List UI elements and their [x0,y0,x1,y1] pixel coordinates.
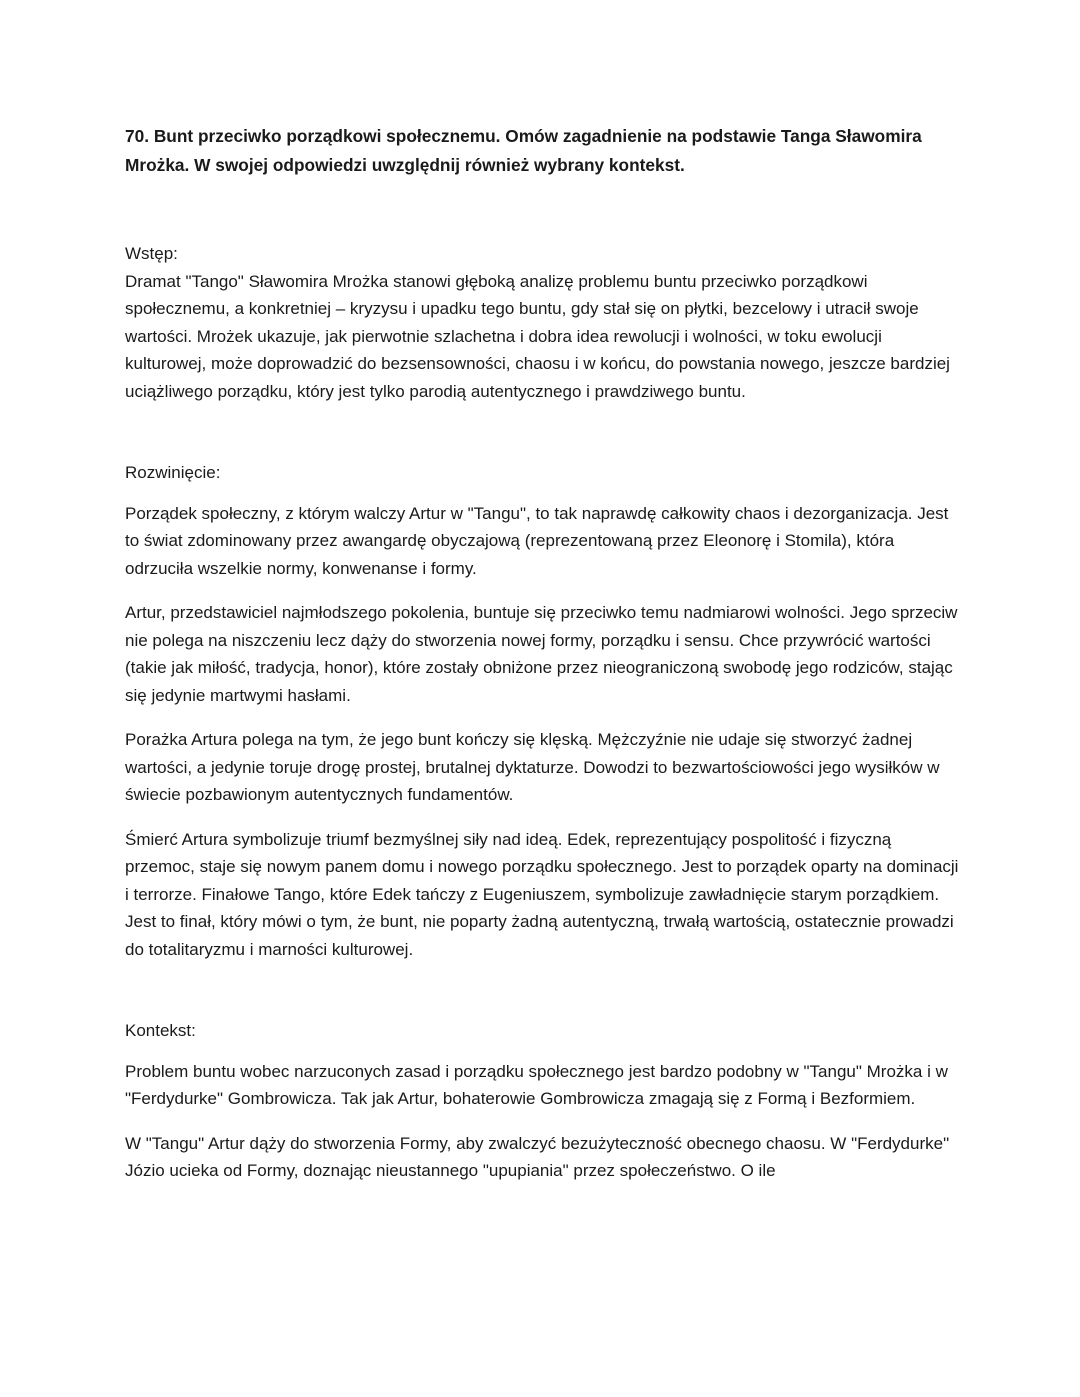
document-body [125,122,965,1185]
development-paragraph-3: Porażka Artura polega na tym, że jego bunt kończy się klęską. Mężczyźnie nie udaje się stworzyć żadnej wartości, a jedynie toruje drogę prostej, brutalnej dyktaturze. Dowodzi to bezwartościowości jego wysiłków w świecie pozbawionym autentycznych fundamentów. [125,730,940,804]
development-paragraph-4: Śmierć Artura symbolizuje triumf bezmyślnej siły nad ideą. Edek, reprezentujący pospolitość i fizyczną przemoc, staje się nowym panem domu i nowego porządku społecznego. Jest to porządek oparty na dominacji i terrorze. Finałowe Tango, które Edek tańczy z Eugeniuszem, symbolizuje zawładnięcie starym porządkiem. Jest to finał, który mówi o tym, że bunt, nie poparty żadną autentyczną, trwałą wartością, ostatecznie prowadzi do totalitaryzmu i marności kulturowej. [125,829,959,959]
context-paragraph-2: W "Tangu" Artur dąży do stworzenia Formy, aby zwalczyć bezużyteczność obecnego chaosu. W "Ferdydurke" Józio ucieka od Formy, doznając nieustannego "upupiania" przez społeczeństwo. O ile [125,1133,950,1180]
development-paragraph-1: Porządek społeczny, z którym walczy Artur w "Tangu", to tak naprawdę całkowity chaos i dezorganizacja. Jest to świat zdominowany przez awangardę obyczajową (reprezentowaną przez Eleonorę i Stomila), która odrzuciła wszelkie normy, konwenanse i formy. [125,503,949,578]
development-paragraph-2: Artur, przedstawiciel najmłodszego pokolenia, buntuje się przeciwko temu nadmiarowi wolności. Jego sprzeciw nie polega na niszczeniu lecz dąży do stworzenia nowej formy, porządku i sensu. Chce przywrócić wartości (takie jak miłość, tradycja, honor), które zostały obniżone przez nieograniczoną swobodę jego rodziców, stając się jedynie martwymi hasłami. [125,603,958,705]
intro-paragraph: Dramat "Tango" Sławomira Mrożka stanowi głęboką analizę problemu buntu przeciwko porządkowi społecznemu, a konkretniej – kryzysu i upadku tego buntu, gdy stał się on płytki, bezcelowy i utracił swoje wartości. Mrożek ukazuje, jak pierwotnie szlachetna i dobra idea rewolucji i wolności, w toku ewolucji kulturowej, może doprowadzić do bezsensowności, chaosu i w końcu, do powstania nowego, jeszcze bardziej uciążliwego porządku, który jest tylko parodią autentycznego i prawdziwego buntu. [125,271,950,401]
context-paragraph-1: Problem buntu wobec narzuconych zasad i porządku społecznego jest bardzo podobny w "Tangu" Mrożka i w "Ferdydurke" Gombrowicza. Tak jak Artur, bohaterowie Gombrowicza zmagają się z Formą i Bezformiem. [125,1061,948,1108]
intro-heading: Wstęp: [125,244,178,263]
document-title: 70. Bunt przeciwko porządkowi społecznemu. Omów zagadnienie na podstawie Tanga Sławomira Mrożka. W swojej odpowiedzi uwzględnij również wybrany kontekst. [125,126,922,175]
context-heading: Kontekst: [125,1021,196,1040]
development-heading: Rozwinięcie: [125,463,221,482]
